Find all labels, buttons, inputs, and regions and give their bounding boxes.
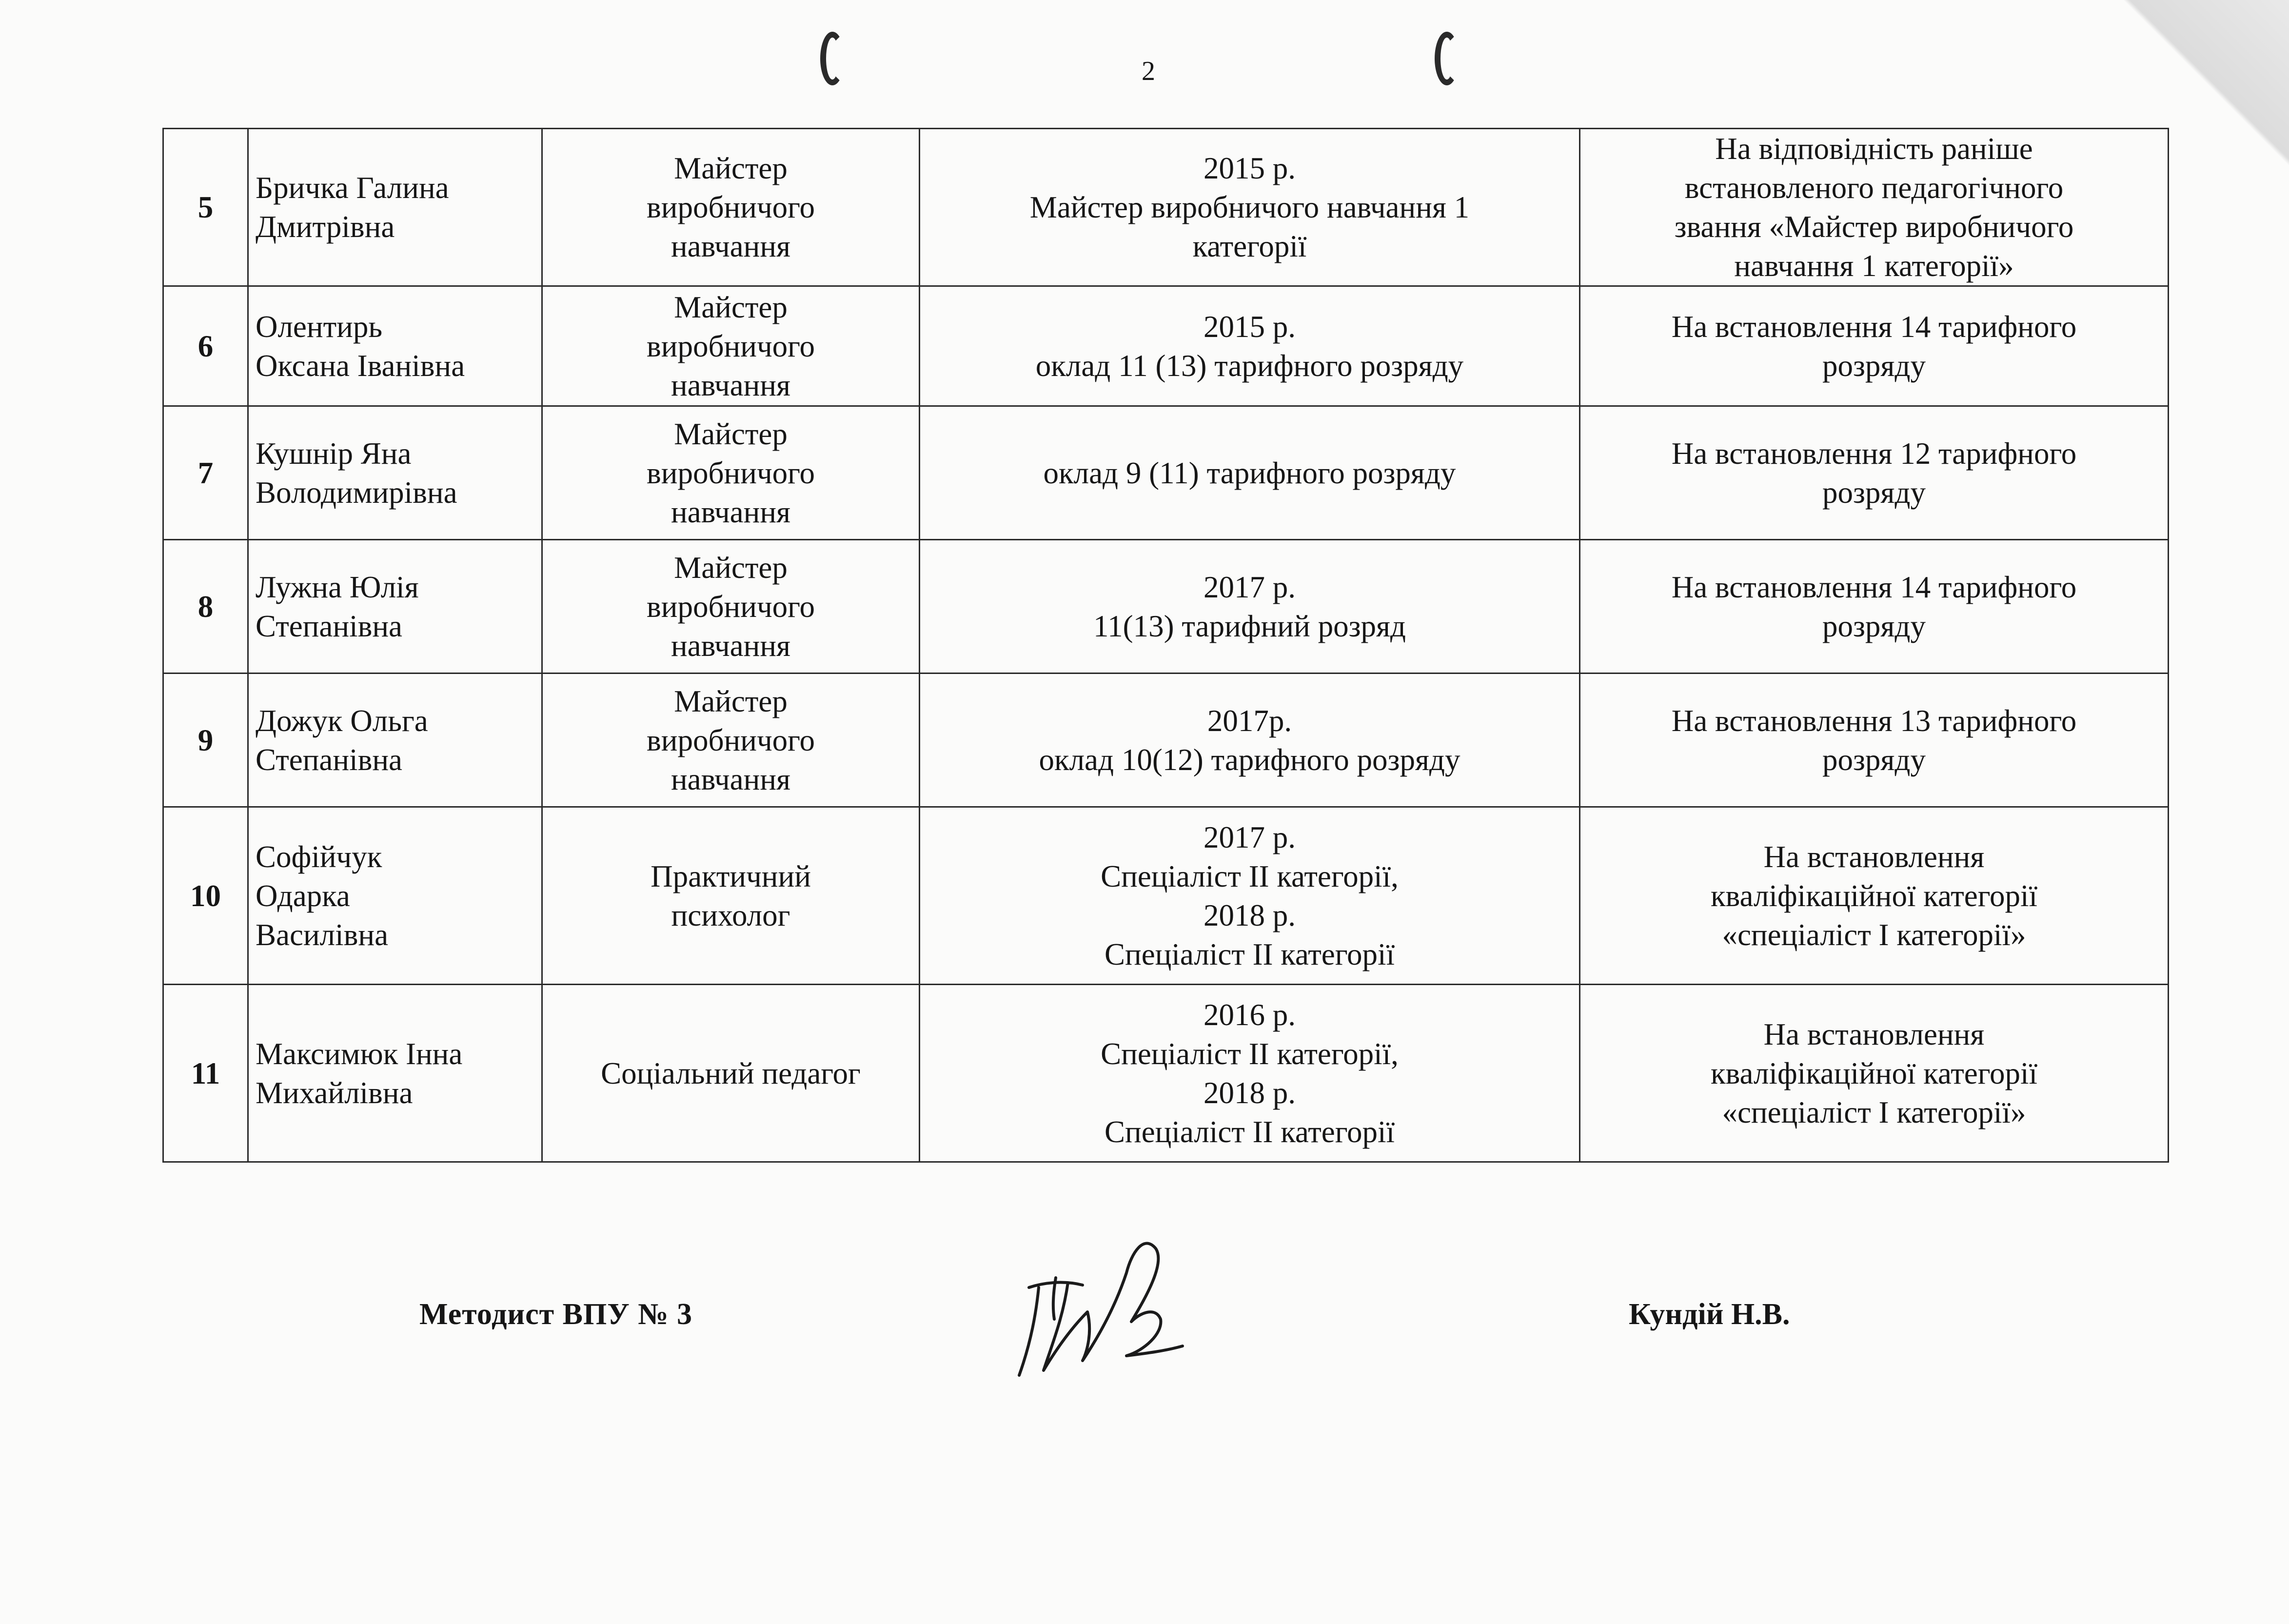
attestation-request-line: встановленого педагогічного bbox=[1684, 171, 2064, 205]
row-number-cell: 8 bbox=[163, 540, 248, 673]
attestation-request-line: навчання 1 категорії» bbox=[1734, 249, 2014, 283]
attestation-request-line: розряду bbox=[1822, 475, 1926, 510]
position-line: Майстер bbox=[674, 684, 788, 718]
employee-name-line: Володимирівна bbox=[256, 475, 457, 510]
table-row bbox=[163, 286, 2169, 406]
employee-name-cell bbox=[248, 540, 542, 673]
employee-name-line: Софійчук bbox=[256, 839, 382, 874]
attestation-request-cell bbox=[1580, 540, 2169, 673]
employee-name-line: Кушнір Яна bbox=[256, 436, 412, 471]
previous-attestation-cell bbox=[920, 985, 1580, 1162]
previous-attestation-line: 11(13) тарифний розряд bbox=[1093, 609, 1406, 643]
previous-attestation-line: 2018 р. bbox=[1204, 898, 1296, 932]
attestation-request-line: «спеціаліст І категорії» bbox=[1722, 917, 2026, 952]
position-line: навчання bbox=[671, 368, 791, 402]
staff-table bbox=[162, 128, 2169, 1163]
row-number-cell: 5 bbox=[163, 129, 248, 286]
employee-name-cell bbox=[248, 406, 542, 540]
employee-name-line: Степанівна bbox=[256, 742, 403, 777]
position-line: Соціальний педагог bbox=[601, 1056, 861, 1090]
attestation-request-line: кваліфікаційної категорії bbox=[1710, 878, 2038, 913]
position-line: навчання bbox=[671, 762, 791, 796]
row-number-cell: 6 bbox=[163, 286, 248, 406]
position-line: виробничого bbox=[647, 190, 815, 224]
position-cell bbox=[542, 673, 920, 807]
attestation-request-cell bbox=[1580, 406, 2169, 540]
previous-attestation-line: 2017 р. bbox=[1204, 820, 1296, 854]
table-row bbox=[163, 673, 2169, 807]
previous-attestation-line: 2015 р. bbox=[1204, 151, 1296, 185]
previous-attestation-line: оклад 10(12) тарифного розряду bbox=[1039, 742, 1460, 777]
employee-name-line: Дожук Ольга bbox=[256, 703, 428, 738]
previous-attestation-line: Спеціаліст ІІ категорії, bbox=[1101, 859, 1399, 893]
punch-hole-right bbox=[1435, 32, 1459, 85]
attestation-request-line: На встановлення bbox=[1763, 839, 1985, 874]
employee-name-line: Степанівна bbox=[256, 609, 403, 643]
row-number-cell: 7 bbox=[163, 406, 248, 540]
employee-name-line: Бричка Галина bbox=[256, 171, 449, 205]
employee-name-line: Одарка bbox=[256, 878, 350, 913]
employee-name-cell bbox=[248, 985, 542, 1162]
previous-attestation-line: Майстер виробничого навчання 1 bbox=[1029, 190, 1470, 224]
previous-attestation-line: Спеціаліст ІІ категорії bbox=[1104, 1114, 1395, 1149]
previous-attestation-line: оклад 9 (11) тарифного розряду bbox=[1043, 456, 1456, 490]
position-cell bbox=[542, 286, 920, 406]
position-line: навчання bbox=[671, 495, 791, 529]
table-row bbox=[163, 129, 2169, 286]
previous-attestation-cell bbox=[920, 129, 1580, 286]
row-number-cell: 11 bbox=[163, 985, 248, 1162]
previous-attestation-line: 2018 р. bbox=[1204, 1075, 1296, 1110]
position-line: навчання bbox=[671, 229, 791, 263]
position-line: Майстер bbox=[674, 290, 788, 324]
attestation-request-cell bbox=[1580, 673, 2169, 807]
position-cell bbox=[542, 406, 920, 540]
position-line: навчання bbox=[671, 628, 791, 663]
previous-attestation-line: категорії bbox=[1192, 229, 1307, 263]
attestation-request-cell bbox=[1580, 985, 2169, 1162]
page-number: 2 bbox=[1142, 56, 1155, 86]
attestation-request-line: розряду bbox=[1822, 348, 1926, 383]
employee-name-line: Максимюк Інна bbox=[256, 1036, 463, 1071]
row-number-cell: 9 bbox=[163, 673, 248, 807]
position-line: виробничого bbox=[647, 723, 815, 757]
table-row bbox=[163, 985, 2169, 1162]
position-line: Практичний bbox=[651, 859, 811, 893]
position-line: виробничого bbox=[647, 589, 815, 624]
previous-attestation-line: Спеціаліст ІІ категорії bbox=[1104, 937, 1395, 971]
attestation-request-line: розряду bbox=[1822, 742, 1926, 777]
attestation-request-line: На відповідність раніше bbox=[1715, 132, 2033, 166]
footer-position-title: Методист ВПУ № 3 bbox=[419, 1298, 693, 1331]
handwritten-signature bbox=[1009, 1214, 1195, 1390]
employee-name-line: Василівна bbox=[256, 917, 389, 952]
attestation-request-cell bbox=[1580, 807, 2169, 985]
employee-name-line: Михайлівна bbox=[256, 1075, 413, 1110]
previous-attestation-line: 2016 р. bbox=[1204, 997, 1296, 1032]
employee-name-line: Оксана Іванівна bbox=[256, 348, 465, 383]
employee-name-line: Олентирь bbox=[256, 309, 383, 344]
previous-attestation-cell bbox=[920, 406, 1580, 540]
previous-attestation-cell bbox=[920, 286, 1580, 406]
attestation-request-line: кваліфікаційної категорії bbox=[1710, 1056, 2038, 1090]
position-line: Майстер bbox=[674, 151, 788, 185]
employee-name-cell bbox=[248, 673, 542, 807]
previous-attestation-line: Спеціаліст ІІ категорії, bbox=[1101, 1036, 1399, 1071]
previous-attestation-line: 2015 р. bbox=[1204, 309, 1296, 344]
employee-name-cell bbox=[248, 807, 542, 985]
position-line: Майстер bbox=[674, 550, 788, 585]
employee-name-cell bbox=[248, 286, 542, 406]
previous-attestation-line: 2017 р. bbox=[1204, 570, 1296, 604]
position-line: виробничого bbox=[647, 329, 815, 363]
attestation-request-line: На встановлення 14 тарифного bbox=[1671, 570, 2077, 604]
previous-attestation-cell bbox=[920, 807, 1580, 985]
attestation-request-line: На встановлення bbox=[1763, 1017, 1985, 1051]
punch-hole-left bbox=[820, 32, 845, 85]
position-cell bbox=[542, 540, 920, 673]
table-row bbox=[163, 406, 2169, 540]
position-line: психолог bbox=[671, 898, 790, 932]
table-row bbox=[163, 807, 2169, 985]
row-number-cell: 10 bbox=[163, 807, 248, 985]
footer-signatory-name: Кундій Н.В. bbox=[1629, 1298, 1790, 1331]
previous-attestation-cell bbox=[920, 673, 1580, 807]
attestation-request-cell bbox=[1580, 286, 2169, 406]
previous-attestation-cell bbox=[920, 540, 1580, 673]
attestation-request-line: На встановлення 12 тарифного bbox=[1671, 436, 2077, 471]
previous-attestation-line: 2017р. bbox=[1207, 703, 1292, 738]
attestation-request-line: звання «Майстер виробничого bbox=[1674, 210, 2074, 244]
staff-table-body bbox=[163, 129, 2169, 1162]
previous-attestation-line: оклад 11 (13) тарифного розряду bbox=[1035, 348, 1464, 383]
position-cell bbox=[542, 807, 920, 985]
table-row bbox=[163, 540, 2169, 673]
position-cell bbox=[542, 129, 920, 286]
attestation-request-cell bbox=[1580, 129, 2169, 286]
employee-name-line: Дмитрівна bbox=[256, 210, 395, 244]
attestation-request-line: На встановлення 14 тарифного bbox=[1671, 309, 2077, 344]
position-line: виробничого bbox=[647, 456, 815, 490]
attestation-request-line: розряду bbox=[1822, 609, 1926, 643]
attestation-request-line: «спеціаліст І категорії» bbox=[1722, 1095, 2026, 1129]
employee-name-cell bbox=[248, 129, 542, 286]
attestation-request-line: На встановлення 13 тарифного bbox=[1671, 703, 2077, 738]
position-line: Майстер bbox=[674, 416, 788, 451]
position-cell bbox=[542, 985, 920, 1162]
employee-name-line: Лужна Юлія bbox=[256, 570, 419, 604]
